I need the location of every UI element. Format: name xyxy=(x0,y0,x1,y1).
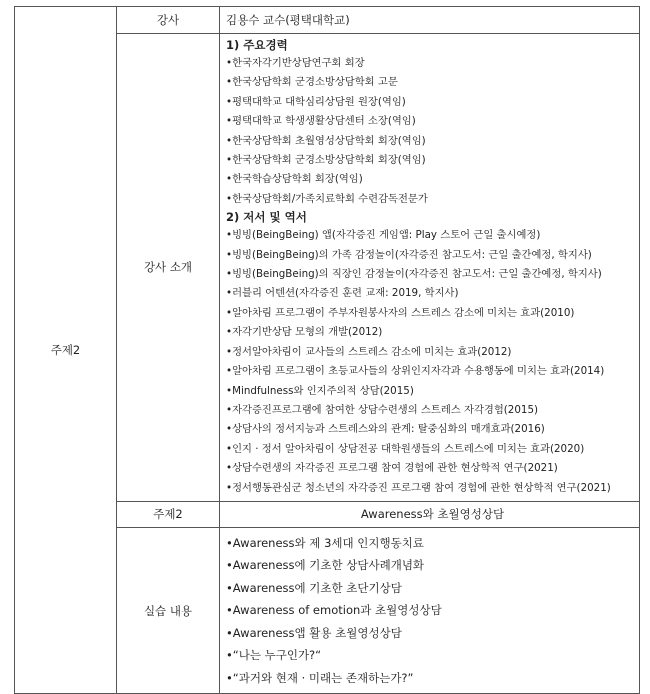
works-item: •정서행동관심군 청소년의 자각증진 프로그램 참여 경험에 관한 현상학적 연구(2021) xyxy=(226,481,611,494)
practice-label: 실습 내용 xyxy=(117,527,220,694)
career-item: •한국상담학회 군경소방상담학회 회장(역임) xyxy=(226,154,426,167)
works-item: •인지 · 정서 알아차림이 상담전공 대학원생들의 스트레스에 미치는 효과(2020) xyxy=(226,442,585,455)
practice-item: •Awareness에 기초한 상담사례개념화 xyxy=(226,558,425,573)
career-list xyxy=(226,54,637,209)
works-heading: 2) 저서 및 역서 xyxy=(226,210,307,225)
instructor-value: 김용수 교수(평택대학교) xyxy=(220,7,640,34)
works-item: •정서알아차림이 교사들의 스트레스 감소에 미치는 효과(2012) xyxy=(226,345,512,358)
practice-item: •Awareness와 제 3세대 인지행동치료 xyxy=(226,535,424,550)
works-item: •자각증진프로그램에 참여한 상담수련생의 스트레스 자각경험(2015) xyxy=(226,403,539,416)
career-item: •한국상담학회 군경소방상담학회 고문 xyxy=(226,76,398,89)
works-item: •러블리 어텐션(자각증진 훈련 교재: 2019, 학지사) xyxy=(226,287,459,300)
practice-item: •Awareness of emotion과 초월영성상담 xyxy=(226,603,442,618)
career-item: •평택대학교 대학심리상담원 원장(역임) xyxy=(226,95,406,108)
works-item: •상담수련생의 자각증진 프로그램 참여 경험에 관한 현상학적 연구(2021) xyxy=(226,462,558,475)
practice-item: •Awareness에 기초한 초단기상담 xyxy=(226,580,402,595)
works-item: •빙빙(BeingBeing)의 가족 감정놀이(자각증진 참고도서: 근일 출간예정, 학지사) xyxy=(226,248,592,261)
works-item: •상담사의 정서지능과 스트레스와의 관계: 탈중심화의 매개효과(2016) xyxy=(226,423,545,436)
career-heading: 1) 주요경력 xyxy=(226,38,288,52)
career-item: •한국자각기반상담연구회 회장 xyxy=(226,57,365,69)
topic-group-label: 주제2 xyxy=(15,7,117,694)
introduction-content xyxy=(220,34,640,502)
topic-value: Awareness와 초월영성상담 xyxy=(220,501,640,527)
topic-label: 주제2 xyxy=(117,501,220,527)
practice-item: •Awareness앱 활용 초월영성상담 xyxy=(226,625,402,640)
works-list xyxy=(226,226,637,498)
career-item: •한국학습상담학회 회장(역임) xyxy=(226,173,363,186)
instructor-row xyxy=(15,7,640,34)
works-item: •알아차림 프로그램이 초등교사들의 상위인지자각과 수용행동에 미치는 효과(2014) xyxy=(226,365,605,378)
instructor-label: 강사 xyxy=(117,7,220,34)
career-item: •평택대학교 학생생활상담센터 소장(역임) xyxy=(226,115,416,128)
works-item: •Mindfulness와 인지주의적 상담(2015) xyxy=(226,384,414,397)
works-item: •자각기반상담 모형의 개발(2012) xyxy=(226,326,383,339)
works-item: •빙빙(BeingBeing)의 직장인 감정놀이(자각증진 참고도서: 근일 출간예정, 학지사) xyxy=(226,268,602,281)
works-item: •알아차림 프로그램이 주부자원봉사자의 스트레스 감소에 미치는 효과(2010) xyxy=(226,306,575,319)
introduction-label: 강사 소개 xyxy=(117,34,220,502)
program-table xyxy=(14,6,640,694)
career-item: •한국상담학회/가족치료학회 수련감독전문가 xyxy=(226,192,428,205)
practice-item: •“나는 누구인가?“ xyxy=(226,648,322,663)
career-item: •한국상담학회 초월영성상담학회 회장(역임) xyxy=(226,134,426,147)
works-item: •빙빙(BeingBeing) 앱(자각증진 게임앱: Play 스토어 근일 출시예정) xyxy=(226,229,541,242)
practice-content xyxy=(220,527,640,694)
practice-item: •“과거와 현재 · 미래는 존재하는가?” xyxy=(226,670,414,685)
